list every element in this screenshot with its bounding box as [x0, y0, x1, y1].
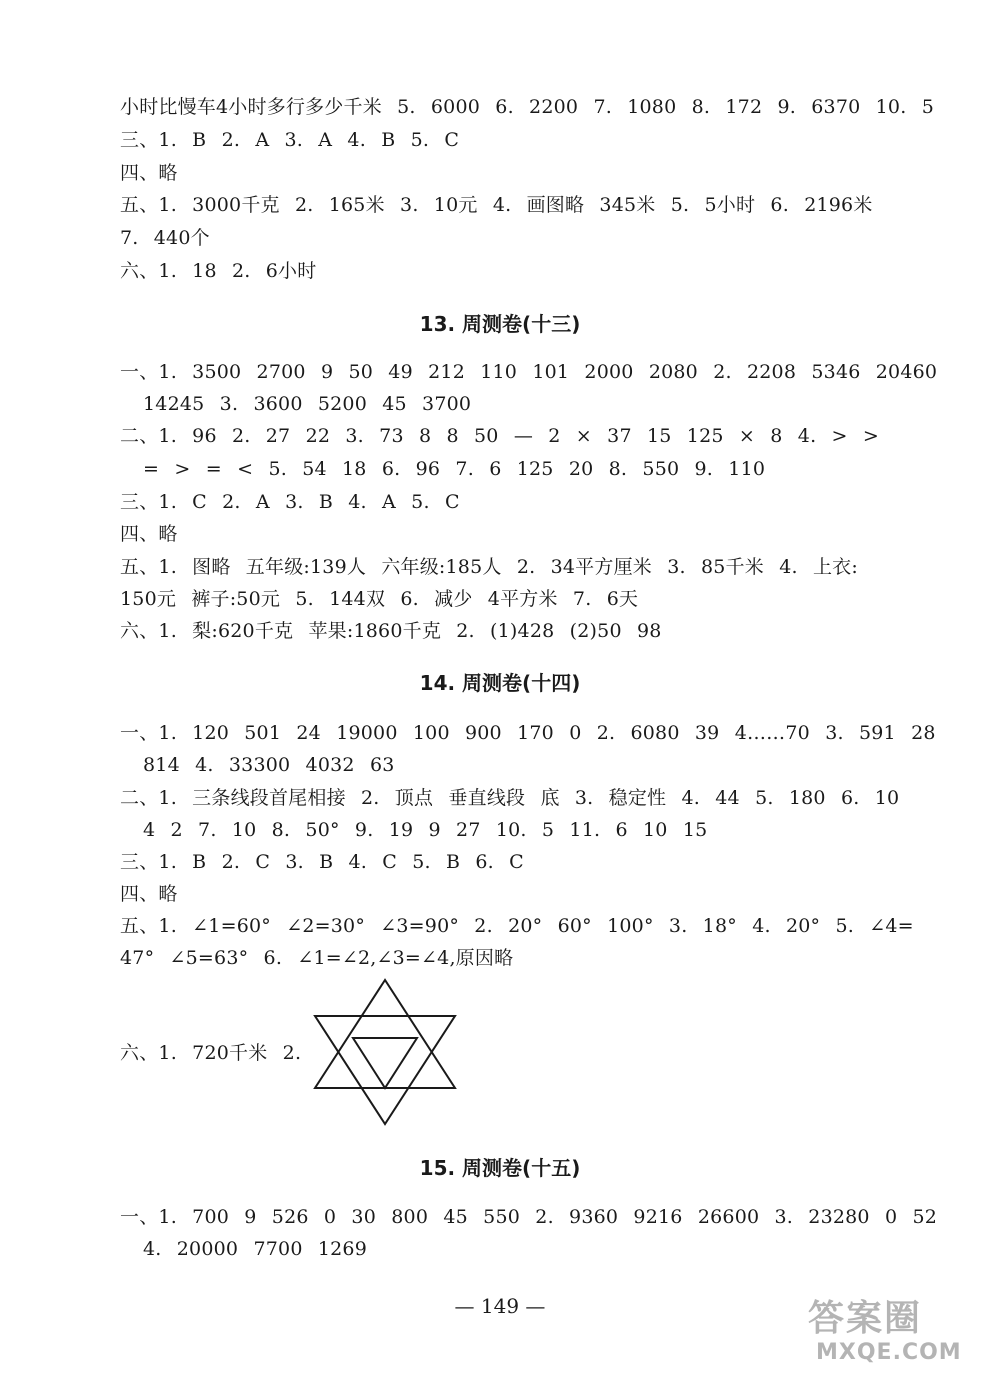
- text-line: 二、1. 96 2. 27 22 3. 73 8 8 50 — 2 × 37 15 125 × 8 4. > >: [120, 425, 880, 447]
- text-line: 四、略: [120, 883, 178, 905]
- text-line: 一、1. 120 501 24 19000 100 900 170 0 2. 6080 39 4……70 3. 591 28: [120, 722, 936, 744]
- text-line: 四、略: [120, 162, 178, 184]
- star-of-david-figure: [310, 978, 460, 1128]
- text-line: 二、1. 三条线段首尾相接 2. 顶点 垂直线段 底 3. 稳定性 4. 44 5. 180 6. 10: [120, 787, 900, 809]
- text-line: 四、略: [120, 523, 178, 545]
- upward-triangle: [315, 980, 455, 1088]
- section-heading: 13. 周测卷(十三): [419, 312, 581, 336]
- section-heading: 14. 周测卷(十四): [419, 671, 581, 695]
- text-line: 4 2 7. 10 8. 50° 9. 19 9 27 10. 5 11. 6 10 15: [143, 819, 708, 841]
- section-heading: 15. 周测卷(十五): [419, 1156, 581, 1180]
- text-line: 814 4. 33300 4032 63: [143, 754, 395, 776]
- text-line: 4. 20000 7700 1269: [143, 1238, 367, 1260]
- text-line: 六、1. 18 2. 6小时: [120, 260, 317, 282]
- text-line: 一、1. 3500 2700 9 50 49 212 110 101 2000 2080 2. 2208 5346 20460: [120, 361, 938, 383]
- text-line: 三、1. B 2. C 3. B 4. C 5. B 6. C: [120, 851, 524, 873]
- text-line: = > = < 5. 54 18 6. 96 7. 6 125 20 8. 550 9. 110: [143, 458, 766, 480]
- text-line: 五、1. ∠1=60° ∠2=30° ∠3=90° 2. 20° 60° 100° 3. 18° 4. 20° 5. ∠4=: [120, 915, 914, 937]
- text-line: 47° ∠5=63° 6. ∠1=∠2,∠3=∠4,原因略: [120, 947, 514, 969]
- downward-triangle: [315, 1016, 455, 1124]
- text-line: 六、1. 梨:620千克 苹果:1860千克 2. (1)428 (2)50 98: [120, 620, 662, 642]
- text-line: 小时比慢车4小时多行多少千米 5. 6000 6. 2200 7. 1080 8. 172 9. 6370 10. 5: [120, 96, 934, 118]
- text-line: 14245 3. 3600 5200 45 3700: [143, 393, 472, 415]
- text-line: 三、1. B 2. A 3. A 4. B 5. C: [120, 129, 460, 151]
- text-line: 六、1. 720千米 2.: [120, 1042, 302, 1064]
- text-line: 五、1. 3000千克 2. 165米 3. 10元 4. 画图略 345米 5. 5小时 6. 2196米: [120, 194, 873, 216]
- inner-triangle: [353, 1038, 417, 1088]
- watermark-title: 答案圈: [808, 1298, 923, 1339]
- page-number: — 149 —: [454, 1294, 546, 1318]
- text-line: 150元 裤子:50元 5. 144双 6. 减少 4平方米 7. 6天: [120, 588, 639, 610]
- watermark-url: MXQE.COM: [816, 1340, 962, 1365]
- text-line: 三、1. C 2. A 3. B 4. A 5. C: [120, 491, 460, 513]
- watermark-logo: [808, 1290, 994, 1374]
- text-line: 五、1. 图略 五年级:139人 六年级:185人 2. 34平方厘米 3. 85千米 4. 上衣:: [120, 556, 858, 578]
- text-line: 一、1. 700 9 526 0 30 800 45 550 2. 9360 9216 26600 3. 23280 0 52: [120, 1206, 938, 1228]
- text-line: 7. 440个: [120, 227, 210, 249]
